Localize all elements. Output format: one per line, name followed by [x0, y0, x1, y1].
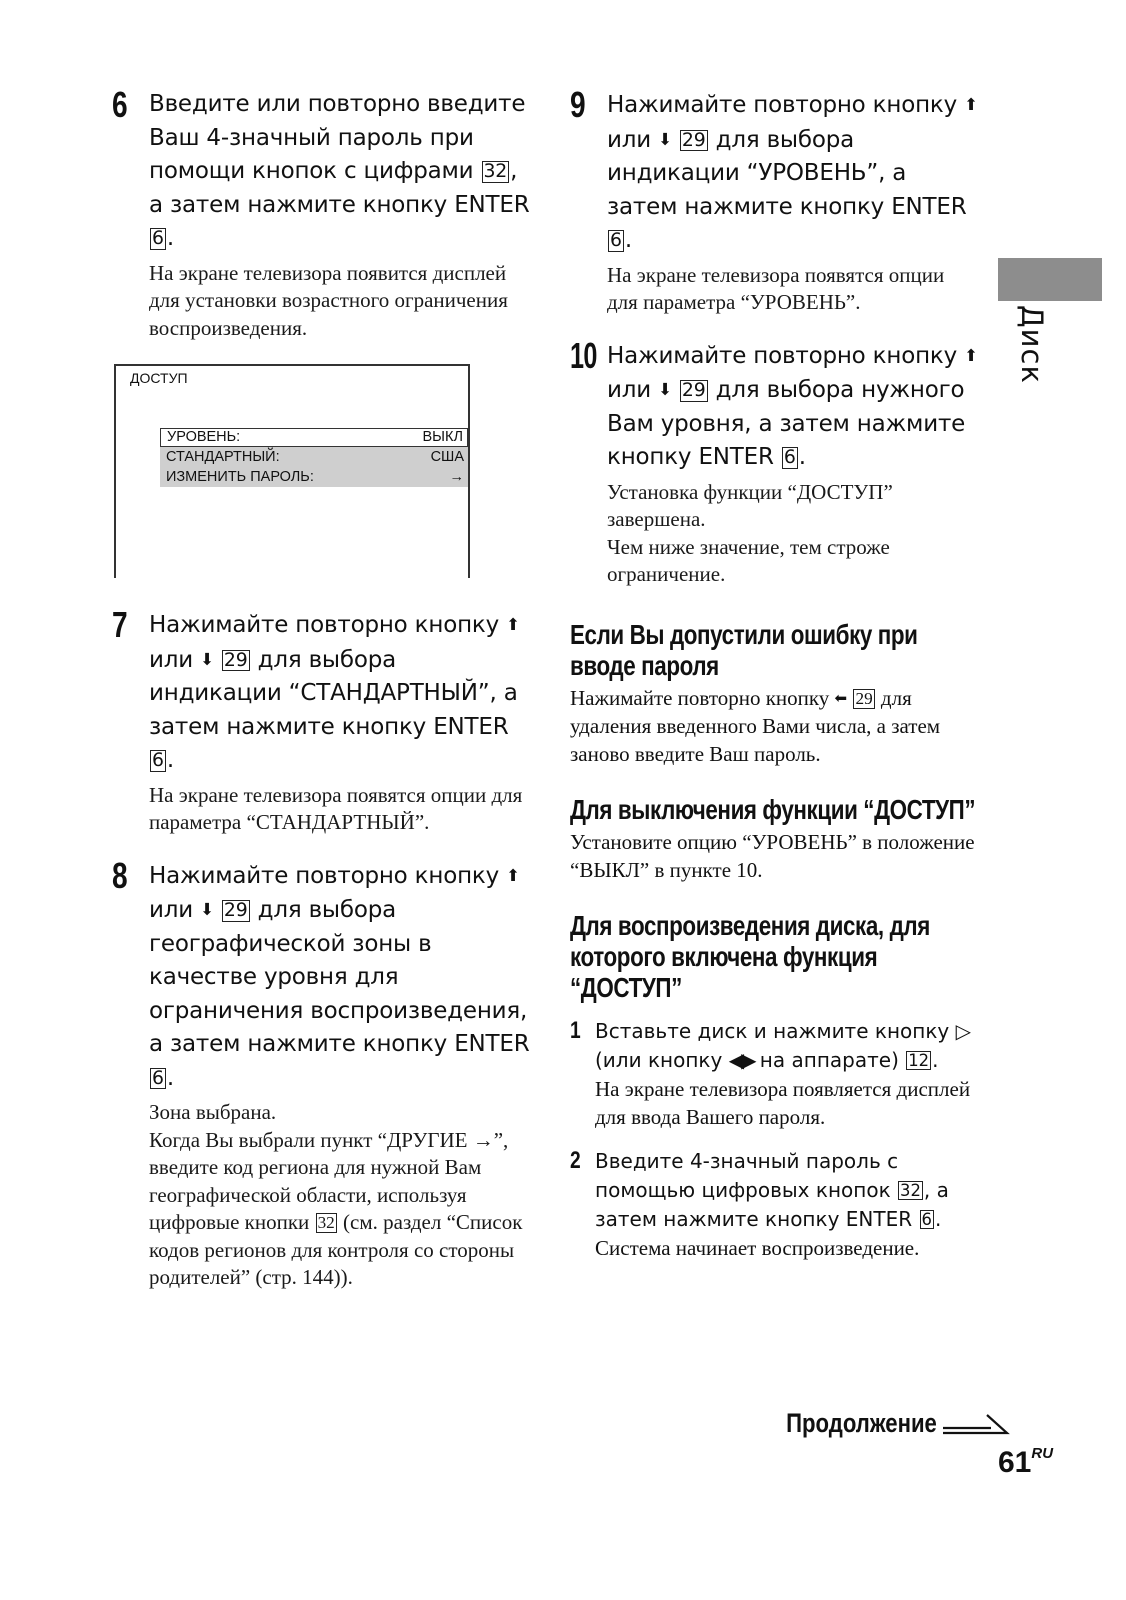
step-note: Зона выбрана.: [149, 1100, 277, 1124]
note-text: Когда Вы выбрали пункт “ДРУГИЕ →”, введите код региона для нужной Вам географической области, используя цифровые кнопки: [149, 1127, 509, 1234]
sub-step-number: 2: [570, 1147, 581, 1174]
arrow-down-icon: ⬇: [200, 900, 214, 919]
instruction-text: Введите или повторно введите Ваш 4-значный пароль при помощи кнопок с цифрами: [149, 91, 526, 184]
button-ref-play: 12: [908, 1051, 930, 1070]
page-number-suffix: RU: [1031, 1445, 1054, 1462]
continued-label: Продолжение: [786, 1408, 937, 1438]
instruction-text: Нажимайте повторно кнопку: [149, 862, 507, 889]
step-instruction: [149, 608, 532, 778]
button-ref-enter: 6: [783, 446, 796, 468]
play-icon: ▷: [955, 1019, 972, 1043]
section-password-error: [570, 619, 980, 769]
step-number: 10: [570, 334, 597, 376]
instruction-text: [214, 647, 221, 673]
button-ref-number-keys: 32: [483, 160, 508, 182]
step-number: 7: [112, 604, 127, 645]
sub-step-note: Система начинает воспроизведение.: [595, 1236, 920, 1260]
step-instruction: [149, 88, 532, 256]
instruction-text: Нажимайте повторно кнопку: [149, 612, 507, 638]
instruction-text: [214, 897, 221, 923]
arrow-left-icon: ⬅: [834, 690, 848, 707]
instruction-text: для выбора индикации “СТАНДАРТНЫЙ”, а затем нажмите кнопку ENTER: [149, 646, 518, 740]
button-ref-arrows: 29: [223, 899, 248, 921]
section-tab: [998, 258, 1102, 301]
button-ref-enter: 6: [610, 229, 622, 251]
right-column: [570, 84, 980, 1278]
body-text: [847, 686, 852, 710]
instruction-text: .: [798, 444, 806, 470]
instruction-text: Нажимайте повторно кнопку: [607, 342, 965, 369]
note-text: (см. раздел “Список кодов регионов для контроля со стороны родителей” (стр. 144)).: [149, 1210, 523, 1289]
button-ref-enter: 6: [152, 1066, 164, 1089]
menu-row-standard: [160, 447, 468, 467]
instruction-text: .: [934, 1207, 942, 1231]
section-heading: Для воспроизведения диска, для которого включена функция “ДОСТУП”: [570, 910, 930, 1003]
section-heading: Если Вы допустили ошибку при вводе пароля: [570, 618, 918, 681]
instruction-text: Введите 4-значный пароль с помощью цифровых кнопок: [595, 1149, 899, 1202]
section-body: [570, 685, 980, 769]
button-ref-enter: 6: [152, 227, 164, 249]
instruction-text: [672, 377, 679, 403]
instruction-text: .: [932, 1048, 939, 1072]
arrow-down-icon: ⬇: [658, 129, 672, 149]
arrow-up-icon: ⬆: [506, 865, 520, 885]
sub-step-number: 1: [570, 1017, 581, 1044]
step-instruction: [149, 859, 532, 1096]
access-menu: [160, 428, 468, 487]
arrow-up-icon: ⬆: [964, 95, 978, 114]
instruction-text: .: [624, 227, 632, 253]
menu-label: СТАНДАРТНЫЙ:: [166, 449, 280, 465]
instruction-text: Вставьте диск и нажмите кнопку: [595, 1019, 956, 1043]
section-tab-label: Диск: [1015, 305, 1049, 384]
instruction-text: , а затем нажмите кнопку ENTER: [595, 1178, 949, 1231]
button-ref-enter: 6: [152, 749, 164, 771]
step-note: На экране телевизора появятся опции для параметра “СТАНДАРТНЫЙ”.: [149, 782, 523, 834]
step-6: [112, 84, 532, 342]
instruction-text: или: [607, 377, 659, 403]
body-text: Нажимайте повторно кнопку: [570, 685, 835, 710]
step-10: [570, 334, 980, 589]
menu-value: США: [430, 449, 464, 465]
button-ref-arrows: 29: [681, 379, 706, 401]
menu-row-change-password: [160, 467, 468, 487]
arrow-up-icon: ⬆: [506, 615, 520, 634]
instruction-text: или: [149, 646, 201, 673]
step-note: На экране телевизора появятся опции для параметра “УРОВЕНЬ”.: [607, 262, 945, 314]
button-ref-arrows: 29: [681, 128, 706, 151]
step-instruction: [607, 88, 980, 258]
instruction-text: , а затем нажмите кнопку ENTER: [149, 158, 530, 218]
menu-row-level: [160, 428, 468, 447]
section-heading: Для выключения функции “ДОСТУП”: [570, 794, 976, 825]
instruction-text: или: [149, 897, 201, 923]
instruction-text: на аппарате): [753, 1048, 906, 1072]
button-ref-arrows: 29: [855, 688, 873, 708]
button-ref-enter: 6: [921, 1210, 932, 1229]
section-turn-off-access: [570, 794, 980, 884]
step-note: Установка функции “ДОСТУП” завершена.: [607, 479, 893, 531]
arrow-down-icon: ⬇: [658, 380, 672, 399]
body-text: для удаления введенного Вами числа, а затем заново введите Ваш пароль.: [570, 685, 941, 766]
screen-title: ДОСТУП: [130, 370, 188, 386]
step-note: Чем ниже значение, тем строже ограничение.: [607, 534, 890, 586]
instruction-text: [672, 127, 679, 153]
arrow-up-icon: ⬆: [964, 345, 978, 365]
sub-step-instruction: [595, 1017, 980, 1075]
instruction-text: для выбора географической зоны в качестве уровня для ограничения воспроизведения, а затем нажмите кнопку ENTER: [149, 897, 530, 1057]
button-ref-number-keys: 32: [900, 1181, 921, 1200]
step-8: [112, 854, 532, 1292]
page-number-value: 61: [998, 1446, 1032, 1479]
step-number: 9: [570, 84, 585, 125]
arrow-right-icon: →: [449, 469, 464, 485]
step-7: [112, 604, 532, 837]
section-play-locked-disc: [570, 910, 980, 1262]
sub-step-1: [570, 1017, 980, 1131]
tv-screen-illustration: [114, 364, 470, 578]
step-instruction: [607, 339, 980, 475]
instruction-text: .: [166, 1064, 174, 1091]
button-ref-number-keys: 32: [317, 1213, 335, 1232]
menu-label: УРОВЕНЬ:: [167, 429, 241, 445]
section-body: Установите опцию “УРОВЕНЬ” в положение “ВЫКЛ” в пункте 10.: [570, 830, 975, 882]
play-pause-icon: ◀▶: [728, 1048, 754, 1072]
sub-step-instruction: [595, 1147, 980, 1234]
step-9: [570, 84, 980, 317]
menu-label: ИЗМЕНИТЬ ПАРОЛЬ:: [166, 469, 314, 485]
menu-value: ВЫКЛ: [422, 429, 463, 445]
step-note: На экране телевизора появится дисплей для установки возрастного ограничения воспроизведения.: [149, 260, 508, 340]
continued-indicator: [753, 1408, 1011, 1439]
button-ref-arrows: 29: [223, 648, 248, 671]
step-number: 6: [112, 84, 127, 125]
instruction-text: для выбора индикации “УРОВЕНЬ”, а затем нажмите кнопку ENTER: [607, 126, 967, 220]
sub-step-note: На экране телевизора появляется дисплей для ввода Вашего пароля.: [595, 1077, 971, 1129]
continued-arrow-icon: [941, 1411, 1011, 1437]
instruction-text: .: [166, 747, 174, 773]
instruction-text: для выбора нужного Вам уровня, а затем нажмите кнопку ENTER: [607, 377, 966, 470]
step-note-detail: [149, 1127, 532, 1292]
instruction-text: .: [166, 225, 174, 251]
instruction-text: или: [607, 126, 659, 153]
instruction-text: (или кнопку: [595, 1048, 729, 1072]
sub-step-2: [570, 1147, 980, 1262]
page-number: [998, 1445, 1053, 1480]
left-column: [112, 84, 532, 1314]
arrow-down-icon: ⬇: [200, 649, 214, 669]
step-number: 8: [112, 854, 127, 896]
instruction-text: Нажимайте повторно кнопку: [607, 92, 965, 118]
